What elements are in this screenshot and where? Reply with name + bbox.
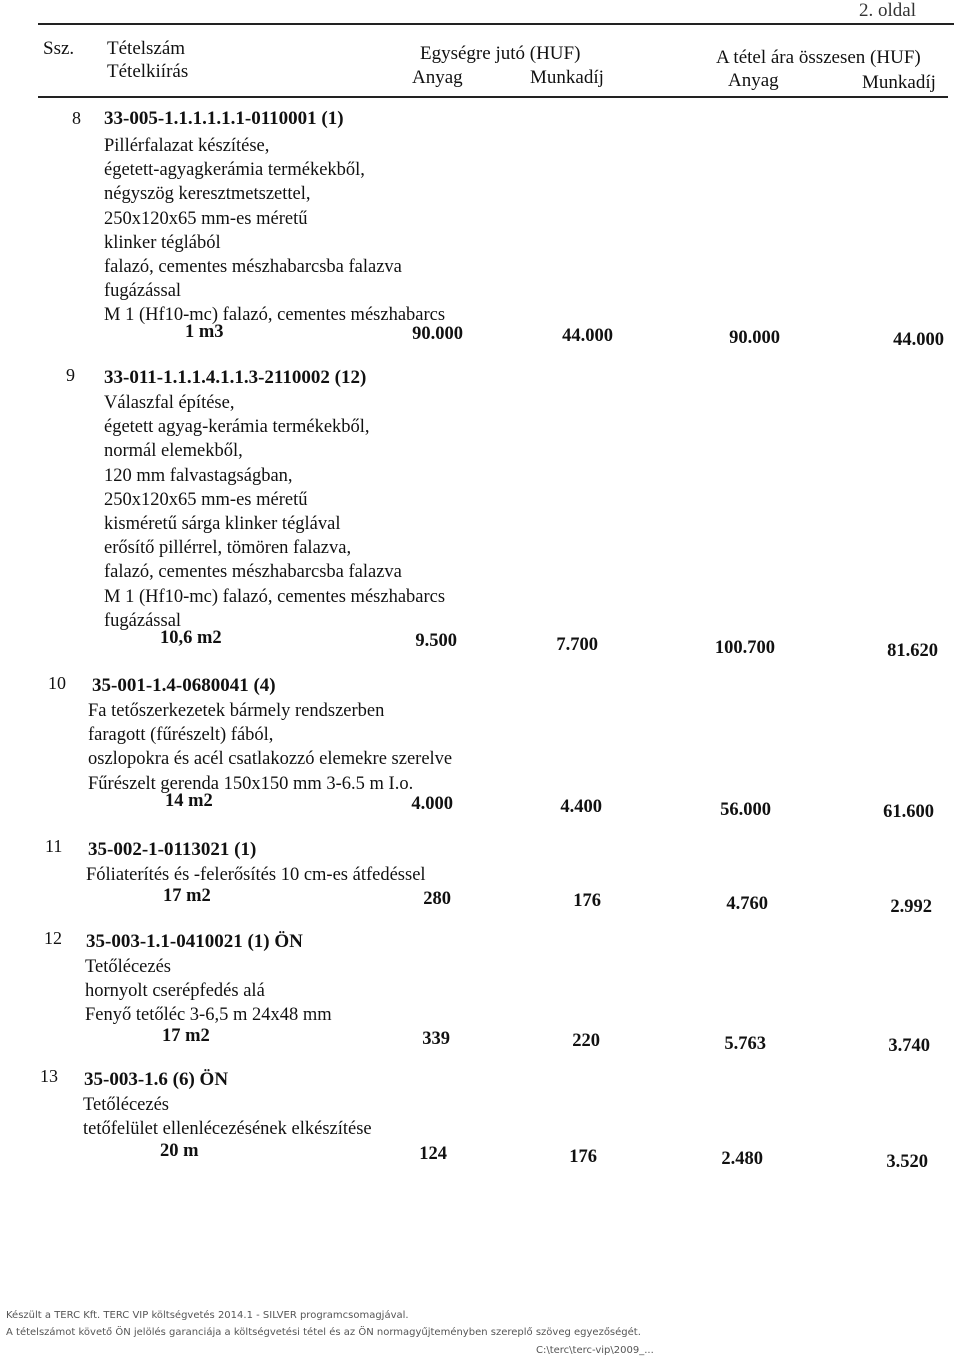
item-number: 12 [44,928,62,948]
page-number: 2. oldal [859,0,916,21]
unit-anyag: 90.000 [412,324,463,344]
item-code: 35-001-1.4-0680041 (4) [92,675,276,696]
item-code: 35-003-1.1-0410021 (1) ÖN [86,931,303,952]
total-anyag: 100.700 [714,638,775,658]
item-description: Tetőlécezés hornyolt cserépfedés alá Fenyő tetőléc 3-6,5 m 24x48 mm [85,957,332,1026]
item-description: Fóliaterítés és -felerősítés 10 cm-es átfedéssel [86,865,426,885]
total-munkadij: 81.620 [887,641,938,661]
header-ssz: Ssz. [43,38,75,59]
unit-munkadij: 176 [573,891,601,911]
header-tetelkiiras: Tételkiírás [107,61,189,82]
header-bottom-rule [38,96,948,98]
header-top-rule [38,23,954,25]
unit-anyag: 9.500 [415,631,457,651]
total-anyag: 90.000 [729,328,780,348]
unit-munkadij: 7.700 [556,635,598,655]
total-anyag: 2.480 [721,1149,763,1169]
total-anyag: 4.760 [726,894,768,914]
unit-munkadij: 176 [569,1147,597,1167]
header-anyag-unit: Anyag [412,67,463,88]
unit-anyag: 124 [419,1144,447,1164]
header-munkadij-unit: Munkadíj [530,67,604,88]
item-number: 10 [48,673,66,693]
item-quantity: 17 m2 [163,886,211,906]
item-code: 33-011-1.1.1.4.1.1.3-2110002 (12) [104,367,367,388]
item-description: Tetőlécezés tetőfelület ellenlécezésének elkészítése [83,1095,372,1140]
item-number: 9 [66,365,75,385]
unit-munkadij: 44.000 [562,326,613,346]
item-description: Válaszfal építése, égetett agyag-kerámia termékekből, normál elemekből, 120 mm falvastagságban, 250x120x65 mm-es méretű kisméretű sárga klinker téglával erősítő pillérrel, tömören falazva, falazó, cementes mészhabarcsba falazva M 1 (Hf10-mc) falazó, cementes mészhabarcs fugázással [104,393,446,631]
header-unit-price: Egységre jutó (HUF) [420,43,581,64]
footer-line-1: Készült a TERC Kft. TERC VIP költségvetés 2014.1 - SILVER programcsomagjával. [6,1310,409,1321]
total-munkadij: 44.000 [893,330,944,350]
unit-munkadij: 220 [572,1031,600,1051]
total-munkadij: 3.740 [888,1036,930,1056]
footer-line-2: A tételszámot követő ÖN jelölés garanciája a költségvetési tétel és az ÖN normagyűjteményben szereplő szöveg egyezőségét. [6,1327,641,1338]
item-number: 11 [45,836,63,856]
item-description: Pillérfalazat készítése, égetett-agyagkerámia termékekből, négyszög keresztmetszettel, 250x120x65 mm-es méretű klinker téglából falazó, cementes mészhabarcsba falazva fugázással M 1 (Hf10-mc) falazó, cementes mészhabarcs [104,136,446,326]
total-anyag: 56.000 [720,800,771,820]
item-number: 8 [72,108,81,128]
total-anyag: 5.763 [724,1034,766,1054]
header-tetelszam: Tételszám [107,38,186,59]
item-code: 35-002-1-0113021 (1) [88,839,257,860]
header-total-price: A tétel ára összesen (HUF) [716,47,921,68]
item-quantity: 17 m2 [162,1026,210,1046]
unit-anyag: 339 [422,1029,450,1049]
header-munkadij-total: Munkadíj [862,72,936,93]
item-quantity: 20 m [160,1141,199,1161]
footer-line-3: C:\terc\terc-vip\2009_... [536,1345,654,1356]
item-quantity: 14 m2 [165,791,213,811]
item-quantity: 1 m3 [185,322,224,342]
item-code: 33-005-1.1.1.1.1.1-0110001 (1) [104,108,344,129]
total-munkadij: 61.600 [883,802,934,822]
unit-anyag: 4.000 [411,794,453,814]
item-quantity: 10,6 m2 [160,628,222,648]
header-anyag-total: Anyag [728,70,779,91]
unit-anyag: 280 [423,889,451,909]
total-munkadij: 2.992 [890,897,932,917]
total-munkadij: 3.520 [886,1152,928,1172]
item-code: 35-003-1.6 (6) ÖN [84,1069,229,1090]
item-description: Fa tetőszerkezetek bármely rendszerben faragott (fűrészelt) fából, oszlopokra és acél csatlakozzó elemekre szerelve Fűrészelt gerenda 150x150 mm 3-6.5 m I.o. [88,701,453,794]
item-number: 13 [40,1066,58,1086]
unit-munkadij: 4.400 [560,797,602,817]
